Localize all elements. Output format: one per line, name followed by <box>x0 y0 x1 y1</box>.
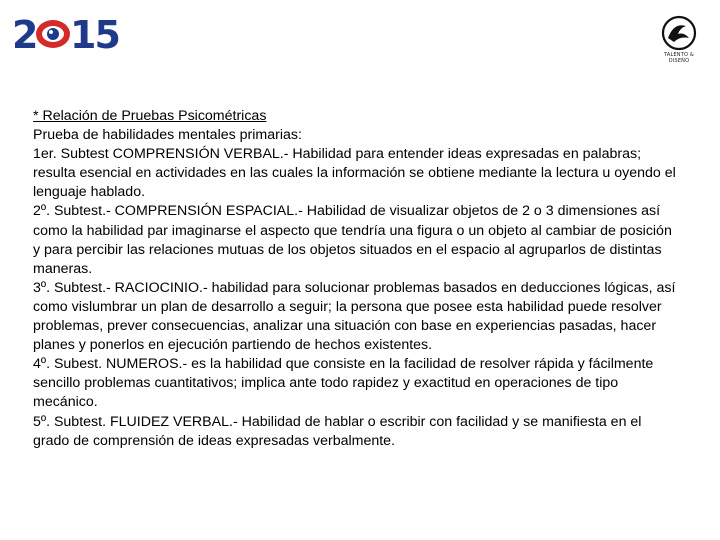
paragraph-subtest-3: 3º. Subtest.- RACIOCINIO.- habilidad para solucionar problemas basados en deducciones lógicas, así como vislumbrar un plan de desarrollo a seguir; la persona que posee esta habilidad puede resolver problemas, prever consecuencias, analizar una situación con base en experiencias pasadas, hacer planes y ponerlos en ejecución partiendo de hechos existentes. <box>33 279 676 354</box>
paragraph-subtest-4: 4º. Subest. NUMEROS.- es la habilidad que consiste en la facilidad de resolver rápida y fácilmente sencillo problemas cuantitativos; implica ante todo rapidez y exactitud en operaciones de tipo mecánico. <box>33 356 654 411</box>
paragraph-subtest-5: 5º. Subtest. FLUIDEZ VERBAL.- Habilidad de hablar o escribir con facilidad y se manifiesta en el grado de comprensión de ideas expresadas verbalmente. <box>33 413 642 449</box>
emblem-caption: TALENTO & DISEÑO <box>663 52 695 64</box>
emblem-logo <box>656 14 702 62</box>
svg-text:2: 2 <box>12 13 37 57</box>
logo-2015 <box>12 12 119 57</box>
document-body <box>33 107 681 451</box>
paragraph-subtest-2: 2º. Subtest.- COMPRENSIÓN ESPACIAL.- Habilidad de visualizar objetos de 2 o 3 dimensiones así como la habilidad par imaginarse el aspecto que tendría una figura o un objeto al cambiar de posición y para percibir las relaciones mutuas de los objetos situados en el espacio al agruparlos de distintas maneras. <box>33 203 672 277</box>
document-intro: Prueba de habilidades mentales primarias: <box>33 127 302 144</box>
document-title: * Relación de Pruebas Psicométricas <box>33 108 267 124</box>
paragraph-subtest-1: 1er. Subtest COMPRENSIÓN VERBAL.- Habilidad para entender ideas expresadas en palabras; resulta esencial en actividades en las cuales la información se obtiene mediante la lectura u oyendo el lenguaje hablado. <box>33 146 676 201</box>
svg-text:15: 15 <box>70 13 119 57</box>
